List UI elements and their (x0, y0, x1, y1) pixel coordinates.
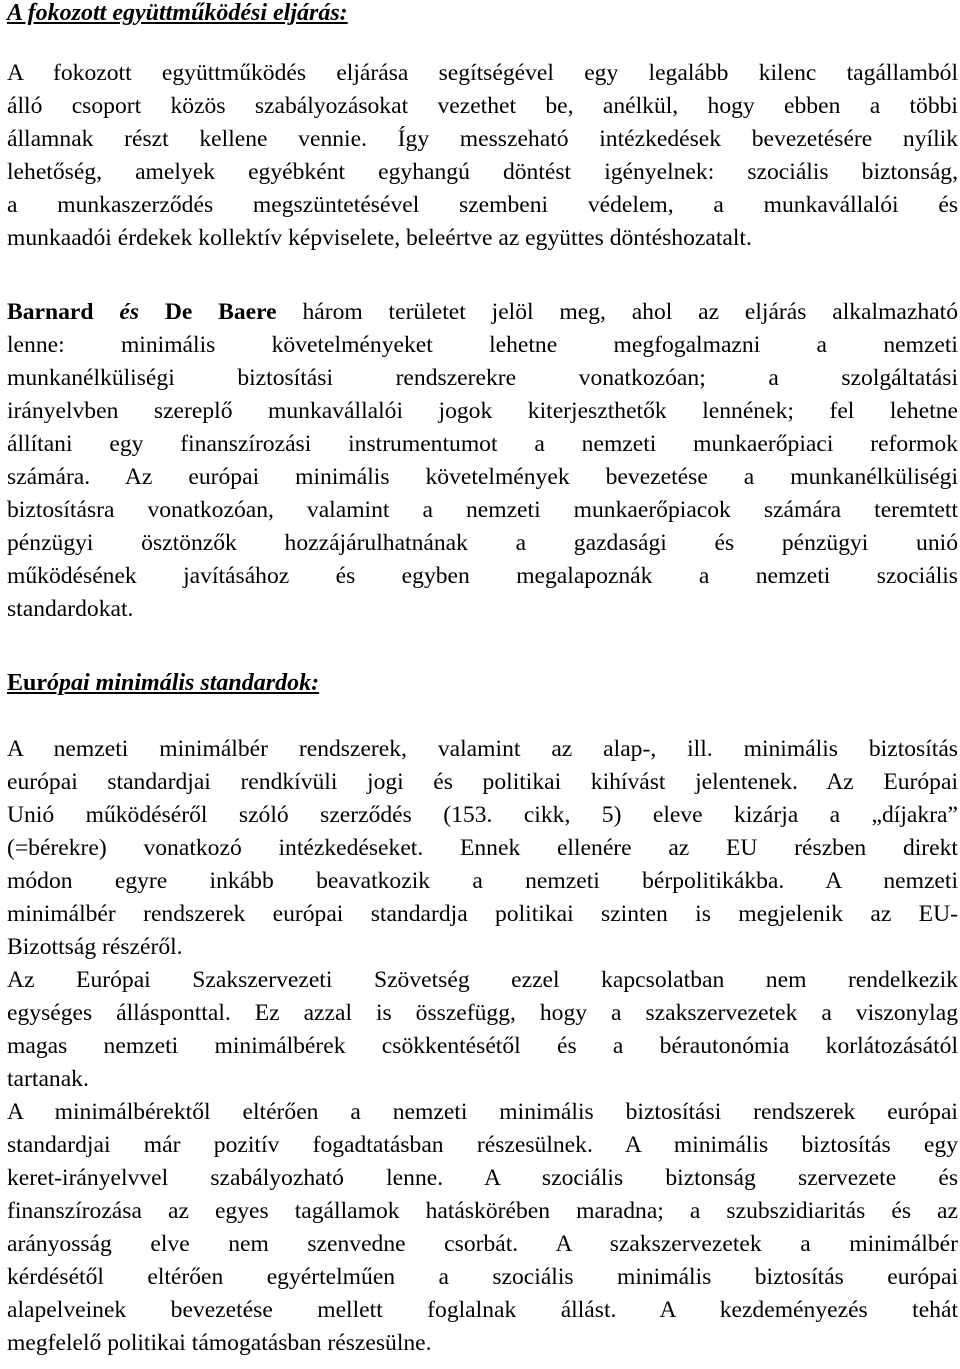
text-line: irányelvben szereplő munkavállalói jogok kiterjeszthetők lennének; fel lehetne (7, 398, 958, 424)
text-line: állítani egy finanszírozási instrumentumot a nemzeti munkaerőpiaci reformok (7, 431, 958, 457)
section-heading-europai-minimalis-standardok (7, 668, 319, 698)
text-line: munkanélküliségi biztosítási rendszerekre vonatkozóan; a szolgáltatási (7, 365, 958, 391)
text-line: működésének javításához és egyben megalapoznák a nemzeti szociális (7, 563, 958, 589)
text-line: A nemzeti minimálbér rendszerek, valamint az alap-, ill. minimális biztosítás (7, 736, 958, 762)
text-line: magas nemzeti minimálbérek csökkentésétől és a bérautonómia korlátozásától (7, 1033, 958, 1059)
paragraph-minimalber-rendszerek (7, 733, 958, 964)
text-line: Az Európai Szakszervezeti Szövetség ezzel kapcsolatban nem rendelkezik (7, 967, 958, 993)
author-conjunction: és (119, 299, 139, 325)
text-line (7, 296, 958, 329)
text-line: egységes állásponttal. Ez azzal is összefügg, hogy a szakszervezetek a viszonylag (7, 1000, 958, 1026)
text-line: Unió működéséről szóló szerződés (153. cikk, 5) eleve kizárja a „díjakra” (7, 802, 958, 828)
text-line: (=bérekre) vonatkozó intézkedéseket. Ennek ellenére az EU részben direkt (7, 835, 958, 861)
text-line: biztosításra vonatkozóan, valamint a nemzeti munkaerőpiacok számára teremtett (7, 497, 958, 523)
paragraph-barnard-de-baere (7, 296, 958, 626)
text-line: európai standardjai rendkívüli jogi és politikai kihívást jelentenek. Az Európai (7, 769, 958, 795)
text-line: arányosság elve nem szenvedne csorbát. A szakszervezetek a minimálbér (7, 1231, 958, 1257)
author-name: De Baere (164, 299, 277, 325)
paragraph-fokozott-egyuttmukodes (7, 57, 958, 255)
text-fragment: három területet jelöl meg, ahol az eljárás alkalmazható (302, 299, 958, 325)
text-line: minimálbér rendszerek európai standardja politikai szinten is megjelenik az EU- (7, 901, 958, 927)
text-line: standardokat. (7, 596, 134, 622)
heading-fragment: ópai minimális standardok: (47, 670, 320, 696)
section-heading-fokozott-egyuttmukodes: A fokozott együttműködési eljárás: (7, 0, 348, 26)
text-line: pénzügyi ösztönzők hozzájárulhatnának a gazdasági és pénzügyi unió (7, 530, 958, 556)
text-line: módon egyre inkább beavatkozik a nemzeti bérpolitikákba. A nemzeti (7, 868, 958, 894)
text-line: kérdésétől eltérően egyértelműen a szociális minimális biztosítás európai (7, 1264, 958, 1290)
text-line: államnak részt kellene vennie. Így messzeható intézkedések bevezetésére nyílik (7, 126, 958, 152)
text-line: számára. Az európai minimális követelmények bevezetése a munkanélküliségi (7, 464, 958, 490)
text-line: finanszírozása az egyes tagállamok hatáskörében maradna; a szubszidiaritás és az (7, 1198, 958, 1224)
text-line: a munkaszerződés megszüntetésével szembeni védelem, a munkavállalói és (7, 192, 958, 218)
text-line: lehetőség, amelyek egyébként egyhangú döntést igényelnek: szociális biztonság, (7, 159, 958, 185)
text-line: álló csoport közös szabályozásokat vezethet be, anélkül, hogy ebben a többi (7, 93, 958, 119)
text-line: A fokozott együttműködés eljárása segítségével egy legalább kilenc tagállamból (7, 60, 958, 86)
text-line: Bizottság részéről. (7, 934, 183, 960)
text-line: tartanak. (7, 1066, 89, 1092)
text-line: megfelelő politikai támogatásban részesülne. (7, 1330, 432, 1356)
text-line: munkaadói érdekek kollektív képviselete, beleértve az együttes döntéshozatalt. (7, 225, 752, 251)
text-line: standardjai már pozitív fogadtatásban részesülnek. A minimális biztosítás egy (7, 1132, 958, 1158)
paragraph-szakszervezeti-szovetseg (7, 964, 958, 1096)
text-line: keret-irányelvvel szabályozható lenne. A szociális biztonság szervezete és (7, 1165, 958, 1191)
author-name: Barnard (7, 299, 94, 325)
text-line: alapelveinek bevezetése mellett foglalnak állást. A kezdeményezés tehát (7, 1297, 958, 1323)
paragraph-minimalis-biztositas (7, 1096, 958, 1360)
heading-fragment: Eur (7, 670, 48, 696)
text-line: A minimálbérektől eltérően a nemzeti minimális biztosítási rendszerek európai (7, 1099, 958, 1125)
text-line: lenne: minimális követelményeket lehetne megfogalmazni a nemzeti (7, 332, 958, 358)
